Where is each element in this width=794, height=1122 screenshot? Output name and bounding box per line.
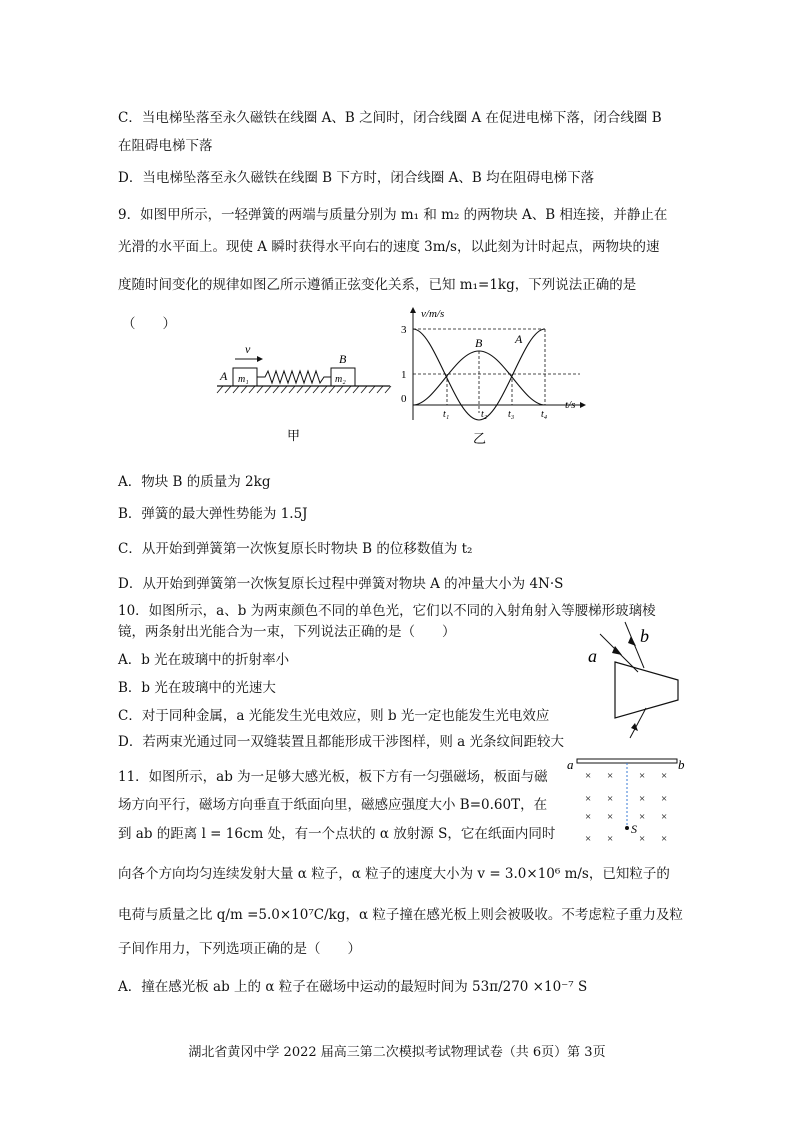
q8-option-c-line1: C．当电梯坠落至永久磁铁在线圈 A、B 之间时，闭合线圈 A 在促进电梯下落，闭合线圈 B: [118, 110, 662, 126]
q9-fig-label-b: B: [339, 352, 347, 366]
q10-fig-label-b: b: [640, 626, 649, 646]
q11-option-a: A．撞在感光板 ab 上的 α 粒子在磁场中运动的最短时间为 53π/270 ×10⁻⁷ S: [118, 979, 588, 995]
q9-option-c: C．从开始到弹簧第一次恢复原长时物块 B 的位移数值为 t₂: [118, 541, 473, 557]
q9-stem-line1: 9．如图甲所示，一轻弹簧的两端与质量分别为 m₁ 和 m₂ 的两物块 A、B 相连接，并静止在: [118, 207, 668, 223]
q9-fig-xlabel: t/s: [565, 399, 576, 411]
q9-option-a: A．物块 B 的质量为 2kg: [118, 474, 271, 490]
q11-stem-line6: 子间作用力，下列选项正确的是（ ）: [118, 941, 361, 957]
q10-option-a: A．b 光在玻璃中的折射率小: [118, 652, 290, 668]
q9-figure-spring-blocks: [215, 340, 395, 450]
q11-stem-line1: 11．如图所示，ab 为一足够大感光板，板下方有一匀强磁场，板面与磁: [118, 769, 548, 785]
q10-option-d: D．若两束光通过同一双缝装置且都能形成干涉图样，则 a 光条纹间距较大: [118, 734, 564, 750]
svg-text:×: ×: [639, 833, 646, 845]
q9-fig-caption-jia: 甲: [287, 428, 301, 443]
q11-stem-line2: 场方向平行，磁场方向垂直于纸面向里，磁感应强度大小 B=0.60T，在: [118, 797, 548, 813]
svg-text:×: ×: [585, 811, 592, 823]
q9-fig-t2: t₂: [481, 409, 488, 420]
q10-option-b: B．b 光在玻璃中的光速大: [118, 680, 276, 696]
page-footer: 湖北省黄冈中学 2022 届高三第二次模拟考试物理试卷（共 6页）第 3页: [188, 1045, 606, 1060]
q9-fig-m1: m₁: [238, 374, 249, 385]
q9-fig-label-v: v: [245, 342, 251, 356]
q9-fig-t3: t₃: [508, 409, 515, 420]
q9-fig-curve-b-label: B: [475, 336, 483, 350]
svg-text:×: ×: [661, 770, 668, 782]
svg-text:×: ×: [585, 793, 592, 805]
q9-fig-m2: m₂: [335, 374, 346, 385]
q9-fig-curve-a-label: A: [515, 332, 523, 346]
spring: [257, 371, 331, 383]
svg-text:×: ×: [607, 833, 614, 845]
q10-stem-line2: 镜，两条射出光能合为一束，下列说法正确的是（ ）: [118, 624, 456, 640]
q9-fig-ylabel: v/m/s: [421, 308, 445, 320]
svg-text:×: ×: [639, 793, 646, 805]
q11-stem-line5: 电荷与质量之比 q/m =5.0×10⁷C/kg，α 粒子撞在感光板上则会被吸收。不考虑粒子重力及粒: [118, 907, 683, 923]
svg-text:×: ×: [661, 811, 668, 823]
q9-fig-y1: 1: [401, 369, 407, 381]
svg-text:×: ×: [661, 833, 668, 845]
svg-text:×: ×: [585, 833, 592, 845]
svg-text:×: ×: [585, 770, 592, 782]
sensitive-plate: [577, 759, 677, 763]
glass-prism: [615, 662, 678, 718]
source-s: [625, 826, 629, 830]
q9-fig-caption-yi: 乙: [473, 431, 487, 445]
q11-fig-label-b: b: [678, 757, 685, 772]
q11-fig-label-s: S: [631, 822, 637, 836]
svg-text:×: ×: [639, 811, 646, 823]
q10-stem-line1: 10．如图所示，a、b 为两束颜色不同的单色光，它们以不同的入射角射入等腰梯形玻璃棱: [118, 603, 656, 619]
q9-figure-velocity-graph: [395, 305, 595, 445]
q9-option-d: D．从开始到弹簧第一次恢复原长过程中弹簧对物块 A 的冲量大小为 4N·S: [118, 576, 564, 592]
field-crosses: [585, 770, 667, 845]
q9-paren: （ ）: [122, 316, 176, 332]
q11-figure-magnetic-field: [565, 755, 690, 850]
q9-fig-y0: 0: [401, 393, 407, 405]
q11-stem-line4: 向各个方向均匀连续发射大量 α 粒子，α 粒子的速度大小为 v = 3.0×10⁶ m/s，已知粒子的: [118, 866, 670, 882]
q9-option-b: B．弹簧的最大弹性势能为 1.5J: [118, 506, 308, 522]
q8-option-d: D．当电梯坠落至永久磁铁在线圈 B 下方时，闭合线圈 A、B 均在阻碍电梯下落: [118, 170, 595, 186]
q10-fig-label-a: a: [588, 646, 597, 666]
q9-fig-y3: 3: [401, 324, 407, 336]
svg-text:×: ×: [607, 770, 614, 782]
q9-stem-line2: 光滑的水平面上。现使 A 瞬时获得水平向右的速度 3m/s，以此刻为计时起点，两物块的速: [118, 239, 660, 255]
svg-text:×: ×: [639, 770, 646, 782]
q9-fig-label-a: A: [220, 369, 228, 383]
q9-stem-line3: 度随时间变化的规律如图乙所示遵循正弦变化关系，已知 m₁=1kg，下列说法正确的是: [118, 277, 637, 293]
q10-figure-prism: [580, 620, 690, 740]
svg-text:×: ×: [607, 811, 614, 823]
q9-fig-t1: t₁: [443, 409, 450, 420]
q10-option-c: C．对于同种金属，a 光能发生光电效应，则 b 光一定也能发生光电效应: [118, 708, 550, 724]
q8-option-c-line2: 在阻碍电梯下落: [118, 138, 213, 154]
svg-text:×: ×: [661, 793, 668, 805]
q11-stem-line3: 到 ab 的距离 l = 16cm 处，有一个点状的 α 放射源 S，它在纸面内同时: [118, 826, 556, 842]
q9-fig-t4: t₄: [541, 409, 548, 420]
q11-fig-label-a: a: [567, 757, 574, 772]
svg-text:×: ×: [607, 793, 614, 805]
